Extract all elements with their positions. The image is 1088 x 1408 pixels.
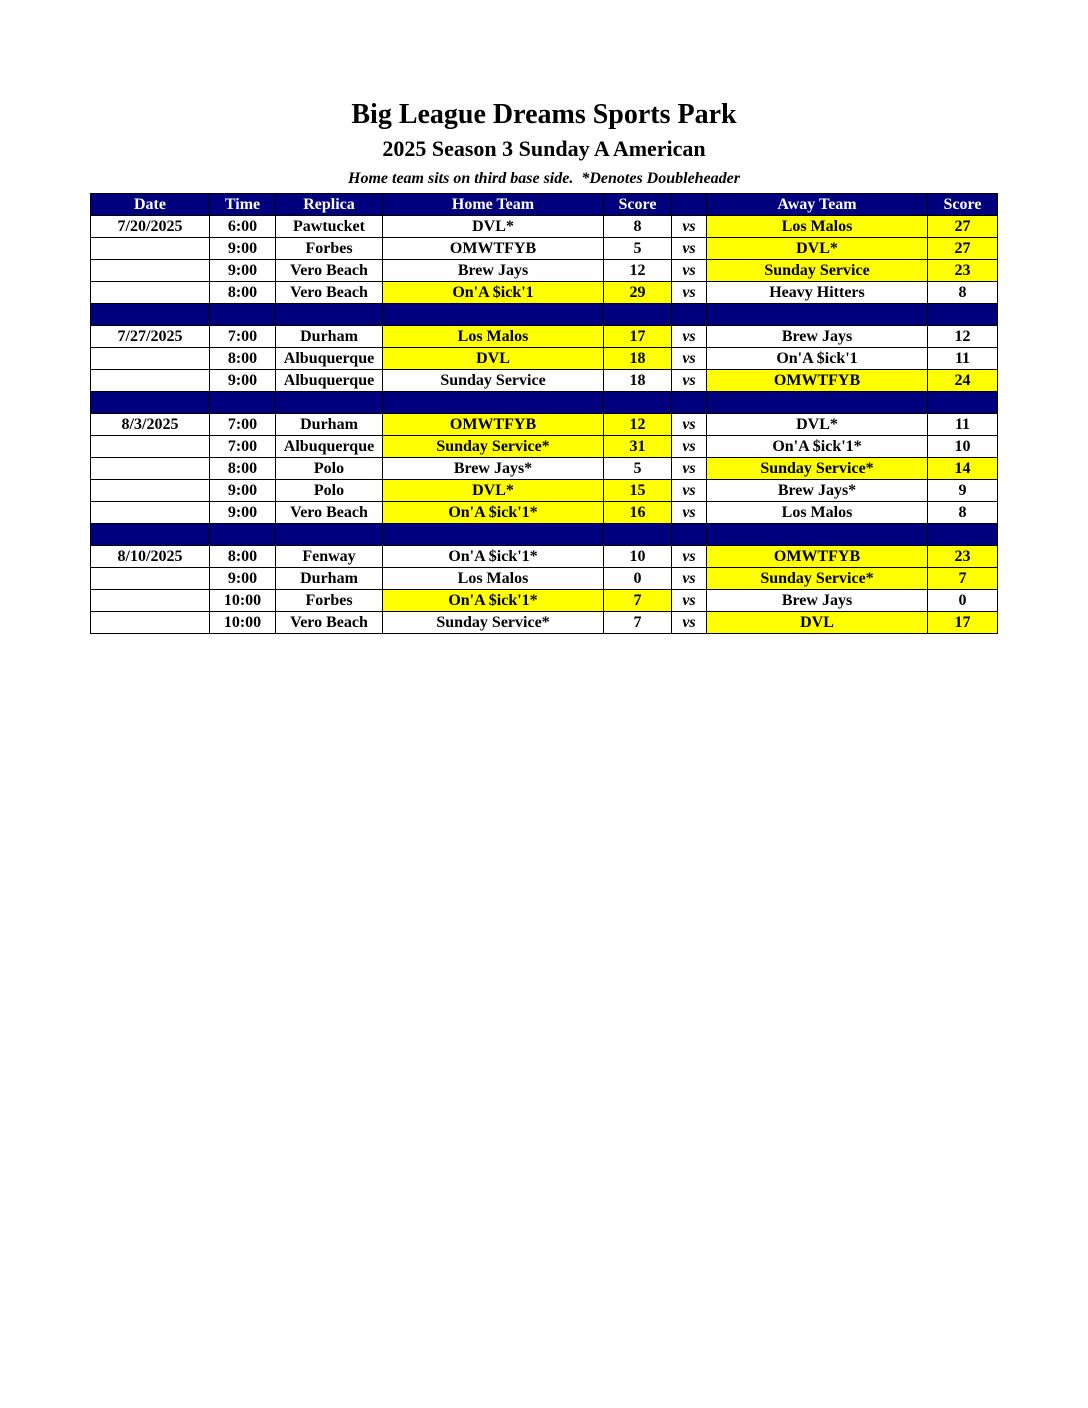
separator-cell	[91, 392, 210, 414]
separator-cell	[276, 524, 383, 546]
cell-away-team: DVL*	[707, 414, 928, 436]
cell-time: 10:00	[210, 612, 276, 634]
cell-home-team: On'A $ick'1*	[383, 502, 604, 524]
cell-home-team: DVL*	[383, 216, 604, 238]
cell-away-score: 17	[928, 612, 998, 634]
cell-away-team: On'A $ick'1*	[707, 436, 928, 458]
cell-replica: Durham	[276, 568, 383, 590]
table-header-row	[91, 194, 998, 216]
cell-home-team: On'A $ick'1*	[383, 590, 604, 612]
cell-date: 7/27/2025	[91, 326, 210, 348]
separator-cell	[928, 392, 998, 414]
cell-away-team: Brew Jays*	[707, 480, 928, 502]
cell-date: 8/3/2025	[91, 414, 210, 436]
cell-home-score: 7	[604, 590, 672, 612]
cell-vs: vs	[672, 216, 707, 238]
game-row	[91, 568, 998, 590]
cell-home-team: Sunday Service*	[383, 612, 604, 634]
cell-away-score: 27	[928, 216, 998, 238]
separator-cell	[210, 524, 276, 546]
col-header-away-score: Score	[928, 194, 998, 216]
game-row	[91, 590, 998, 612]
separator-cell	[91, 304, 210, 326]
cell-home-team: On'A $ick'1*	[383, 546, 604, 568]
cell-home-team: Los Malos	[383, 568, 604, 590]
cell-home-score: 5	[604, 458, 672, 480]
cell-home-team: OMWTFYB	[383, 238, 604, 260]
cell-home-score: 5	[604, 238, 672, 260]
col-header-home-score: Score	[604, 194, 672, 216]
cell-time: 8:00	[210, 458, 276, 480]
week-separator-row	[91, 524, 998, 546]
cell-home-score: 16	[604, 502, 672, 524]
cell-date	[91, 590, 210, 612]
cell-vs: vs	[672, 414, 707, 436]
separator-cell	[383, 392, 604, 414]
separator-cell	[604, 304, 672, 326]
cell-away-score: 8	[928, 282, 998, 304]
cell-away-score: 12	[928, 326, 998, 348]
col-header-home-team: Home Team	[383, 194, 604, 216]
separator-cell	[707, 524, 928, 546]
cell-replica: Durham	[276, 326, 383, 348]
cell-date	[91, 282, 210, 304]
cell-date	[91, 458, 210, 480]
schedule-table	[90, 193, 998, 634]
separator-cell	[928, 524, 998, 546]
game-row	[91, 612, 998, 634]
separator-cell	[707, 304, 928, 326]
cell-vs: vs	[672, 480, 707, 502]
cell-replica: Forbes	[276, 238, 383, 260]
cell-vs: vs	[672, 458, 707, 480]
separator-cell	[91, 524, 210, 546]
cell-replica: Vero Beach	[276, 612, 383, 634]
cell-home-score: 18	[604, 370, 672, 392]
cell-home-score: 18	[604, 348, 672, 370]
cell-away-team: Los Malos	[707, 216, 928, 238]
cell-date: 8/10/2025	[91, 546, 210, 568]
cell-time: 10:00	[210, 590, 276, 612]
cell-away-score: 23	[928, 260, 998, 282]
cell-date	[91, 260, 210, 282]
cell-date: 7/20/2025	[91, 216, 210, 238]
cell-away-team: Los Malos	[707, 502, 928, 524]
cell-away-team: Sunday Service*	[707, 568, 928, 590]
separator-cell	[707, 392, 928, 414]
cell-replica: Fenway	[276, 546, 383, 568]
cell-away-score: 0	[928, 590, 998, 612]
cell-vs: vs	[672, 590, 707, 612]
game-row	[91, 546, 998, 568]
cell-home-score: 7	[604, 612, 672, 634]
cell-away-score: 24	[928, 370, 998, 392]
cell-away-score: 10	[928, 436, 998, 458]
cell-away-team: Brew Jays	[707, 590, 928, 612]
cell-time: 9:00	[210, 370, 276, 392]
cell-date	[91, 238, 210, 260]
cell-away-score: 11	[928, 414, 998, 436]
cell-vs: vs	[672, 502, 707, 524]
cell-time: 7:00	[210, 436, 276, 458]
cell-vs: vs	[672, 436, 707, 458]
cell-vs: vs	[672, 546, 707, 568]
cell-vs: vs	[672, 370, 707, 392]
game-row	[91, 370, 998, 392]
cell-away-team: DVL	[707, 612, 928, 634]
week-separator-row	[91, 392, 998, 414]
cell-replica: Pawtucket	[276, 216, 383, 238]
cell-away-score: 23	[928, 546, 998, 568]
separator-cell	[672, 392, 707, 414]
cell-date	[91, 370, 210, 392]
game-row	[91, 260, 998, 282]
cell-date	[91, 502, 210, 524]
cell-home-score: 15	[604, 480, 672, 502]
cell-vs: vs	[672, 326, 707, 348]
cell-away-team: DVL*	[707, 238, 928, 260]
game-row	[91, 348, 998, 370]
cell-date	[91, 348, 210, 370]
cell-away-score: 9	[928, 480, 998, 502]
page-title: Big League Dreams Sports Park	[351, 99, 737, 130]
cell-replica: Albuquerque	[276, 436, 383, 458]
separator-cell	[604, 392, 672, 414]
cell-home-score: 10	[604, 546, 672, 568]
cell-replica: Albuquerque	[276, 370, 383, 392]
cell-home-team: Sunday Service	[383, 370, 604, 392]
separator-cell	[928, 304, 998, 326]
cell-home-team: DVL	[383, 348, 604, 370]
cell-vs: vs	[672, 282, 707, 304]
cell-away-team: OMWTFYB	[707, 546, 928, 568]
cell-away-team: Sunday Service	[707, 260, 928, 282]
cell-away-team: Brew Jays	[707, 326, 928, 348]
cell-home-team: Sunday Service*	[383, 436, 604, 458]
cell-away-team: OMWTFYB	[707, 370, 928, 392]
cell-time: 8:00	[210, 348, 276, 370]
cell-time: 9:00	[210, 260, 276, 282]
separator-cell	[276, 392, 383, 414]
cell-replica: Durham	[276, 414, 383, 436]
col-header-replica: Replica	[276, 194, 383, 216]
separator-cell	[672, 524, 707, 546]
separator-cell	[383, 304, 604, 326]
cell-away-team: Heavy Hitters	[707, 282, 928, 304]
col-header-vs	[672, 194, 707, 216]
schedule-note: Home team sits on third base side. *Denotes Doubleheader	[348, 170, 740, 187]
cell-time: 7:00	[210, 414, 276, 436]
col-header-away-team: Away Team	[707, 194, 928, 216]
cell-vs: vs	[672, 238, 707, 260]
separator-cell	[604, 524, 672, 546]
schedule-body	[91, 216, 998, 634]
cell-home-team: Los Malos	[383, 326, 604, 348]
cell-away-score: 11	[928, 348, 998, 370]
cell-time: 6:00	[210, 216, 276, 238]
cell-replica: Albuquerque	[276, 348, 383, 370]
cell-date	[91, 568, 210, 590]
cell-home-score: 8	[604, 216, 672, 238]
game-row	[91, 436, 998, 458]
col-header-date: Date	[91, 194, 210, 216]
separator-cell	[210, 392, 276, 414]
cell-away-score: 8	[928, 502, 998, 524]
cell-away-team: Sunday Service*	[707, 458, 928, 480]
cell-replica: Vero Beach	[276, 260, 383, 282]
cell-time: 8:00	[210, 282, 276, 304]
cell-replica: Polo	[276, 458, 383, 480]
cell-home-team: Brew Jays	[383, 260, 604, 282]
cell-vs: vs	[672, 260, 707, 282]
cell-vs: vs	[672, 348, 707, 370]
game-row	[91, 238, 998, 260]
cell-home-score: 12	[604, 414, 672, 436]
cell-time: 9:00	[210, 238, 276, 260]
cell-replica: Vero Beach	[276, 282, 383, 304]
cell-home-team: DVL*	[383, 480, 604, 502]
cell-date	[91, 612, 210, 634]
cell-replica: Vero Beach	[276, 502, 383, 524]
game-row	[91, 282, 998, 304]
cell-time: 9:00	[210, 568, 276, 590]
separator-cell	[210, 304, 276, 326]
game-row	[91, 326, 998, 348]
cell-home-score: 17	[604, 326, 672, 348]
cell-date	[91, 480, 210, 502]
cell-away-team: On'A $ick'1	[707, 348, 928, 370]
game-row	[91, 502, 998, 524]
cell-date	[91, 436, 210, 458]
cell-home-score: 29	[604, 282, 672, 304]
game-row	[91, 480, 998, 502]
cell-vs: vs	[672, 568, 707, 590]
cell-home-team: Brew Jays*	[383, 458, 604, 480]
cell-away-score: 14	[928, 458, 998, 480]
cell-home-score: 12	[604, 260, 672, 282]
cell-vs: vs	[672, 612, 707, 634]
game-row	[91, 216, 998, 238]
cell-home-team: On'A $ick'1	[383, 282, 604, 304]
separator-cell	[383, 524, 604, 546]
cell-home-score: 31	[604, 436, 672, 458]
page-subtitle: 2025 Season 3 Sunday A American	[382, 136, 706, 161]
col-header-time: Time	[210, 194, 276, 216]
game-row	[91, 458, 998, 480]
cell-replica: Forbes	[276, 590, 383, 612]
cell-time: 9:00	[210, 480, 276, 502]
week-separator-row	[91, 304, 998, 326]
cell-time: 8:00	[210, 546, 276, 568]
cell-away-score: 7	[928, 568, 998, 590]
cell-time: 7:00	[210, 326, 276, 348]
separator-cell	[276, 304, 383, 326]
cell-home-score: 0	[604, 568, 672, 590]
game-row	[91, 414, 998, 436]
cell-time: 9:00	[210, 502, 276, 524]
cell-replica: Polo	[276, 480, 383, 502]
cell-home-team: OMWTFYB	[383, 414, 604, 436]
cell-away-score: 27	[928, 238, 998, 260]
separator-cell	[672, 304, 707, 326]
